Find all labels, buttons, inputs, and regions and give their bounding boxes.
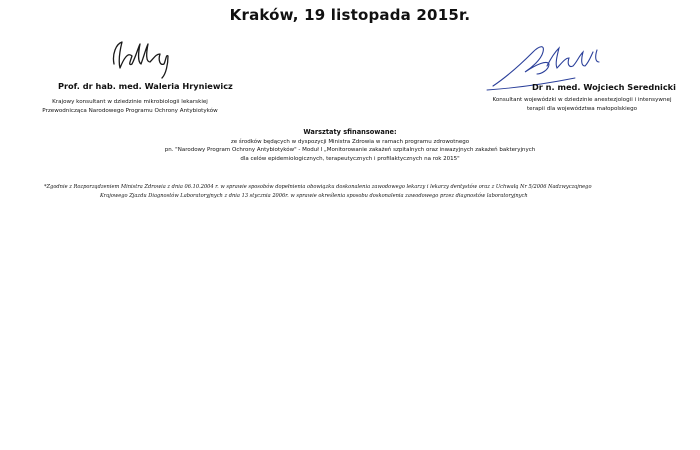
signatory-name-right: Dr n. med. Wojciech Serednicki: [532, 82, 676, 92]
signatory-role-left: [30, 98, 230, 115]
signatory-name-left: Prof. dr hab. med. Waleria Hryniewicz: [58, 81, 233, 91]
funding-description: [0, 138, 700, 163]
funding-line: ze środków będących w dyspozycji Ministra Zdrowia w ramach programu zdrowotnego: [230, 139, 470, 145]
footnote-line: Krajowego Zjazdu Diagnostów Laboratoryjnych z dnia 13 stycznia 2006r. w sprawie określenia sposobu doskonalenia zawodowego przez diagnostów laboratoryjnych: [100, 192, 528, 199]
role-line: terapii dla województwa małopolskiego: [526, 105, 638, 112]
place-and-date: Kraków, 19 listopada 2015r.: [229, 6, 471, 24]
funding-line: dla celów epidemiologicznych, terapeutycznych i profilaktycznych na rok 2015": [240, 155, 460, 162]
role-line: Krajowy konsultant w dziedzinie mikrobiologii lekarskiej: [52, 99, 208, 105]
footnote: [44, 183, 684, 200]
signatory-role-right: [477, 96, 687, 113]
handwritten-signature-left: [108, 34, 178, 80]
footnote-line: *Zgodnie z Rozporządzeniem Ministra Zdrowia z dnia 06.10.2004 r. w sprawie sposobów dopełnienia obowiązku doskonalenia zawodowego lekarzy i lekarzy dentystów oraz z Uchwałą Nr 5/2006 Nadzwyczajnego: [44, 184, 592, 190]
funding-title: Warsztaty sfinansowane:: [303, 128, 397, 136]
role-line: Konsultant wojewódzki w dziedzinie anestezjologii i intensywnej: [492, 97, 672, 103]
funding-line: pn. "Narodowy Program Ochrony Antybiotyków" - Moduł I „Monitorowanie zakażeń szpitalnych oraz inwazyjnych zakażeń bakteryjnych: [164, 147, 536, 154]
role-line: Przewodnicząca Narodowego Programu Ochrony Antybiotyków: [42, 107, 218, 114]
